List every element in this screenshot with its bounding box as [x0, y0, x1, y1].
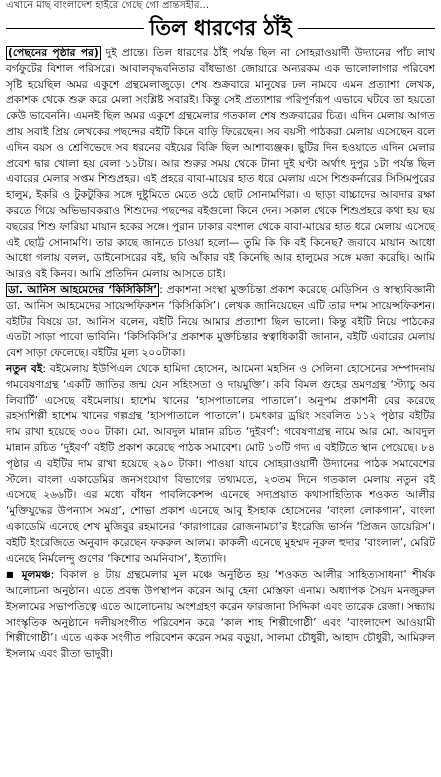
- paragraph-opening: [6, 46, 435, 283]
- section-body-main-stage: : বিকাল ৪ টায় গ্রন্থমেলার মূল মঞ্চে অনুষ্ঠিত হয় ‘শওকত আলীর সাহিত্যসাধনা’ শীর্ষক আলোচনা অনুষ্ঠান। এতে প্রবন্ধ উপস্থাপন করেন আবু হেনা মোস্তফা এনাম। অধ্যাপক সৈয়দ মনজুরুল ইসলামের সভাপতিত্বে এতে আলোচনায় অংশগ্রহণ করেন ফারজানা সিদ্দিকা এবং তারেক রেজা। সন্ধ্যায় সাংস্কৃতিক অনুষ্ঠানে দলীয়সংগীত পরিবেশন করে ‘কাল শাহ শিল্পীগোষ্ঠী’ এবং ‘বাংলাদেশ আওয়ামী শিল্পীগোষ্ঠী’। এতে একক সংগীত পরিবেশন করেন সমর বড়ুয়া, সালমা চৌধুরী, আহাদ চৌধুরী, আমিরুল ইসলাম এবং রীতা ভাদুরী।: [6, 569, 435, 661]
- paragraph-opening-text: দুই প্রান্তে। তিল ধারণের ঠাঁই পর্যন্ত ছিল না সোহরাওয়ার্দী উদ্যানের পাঁচ লাখ বর্গফুটের বিশাল পরিসরে। আবালবৃদ্ধবনিতার বাঁধভাঙা জোয়ারে অন্যরকম এক ভালোলাগার পরিবেশ সৃষ্টি হয়েছিল অমর একুশে গ্রন্থমেলাজুড়ে। শেষ শুক্রবারে মানুষের ঢল নামবে এমন প্রত্যাশা লেখক, প্রকাশক থেকে শুরু করে মেলা সংশ্লিষ্ট সবারই। কিন্তু সেই প্রত্যাশার পরিপূর্ণরূপ এভাবে ঘটবে তা হয়তো কেউ ভাবেননি। এমনই ছিল অমর একুশে গ্রন্থমেলার গতকাল শেষ শুক্রবারের চিত্র। এদিন মেলায় আগত প্রায় সবাই প্রিয় লেখকের পছন্দের বইটি কিনে বাড়ি ফিরেছেন। সব বয়সী পাঠকরা মেলায় এসেছেন বলে এদিন বয়স ও শ্রেণিভেদে সব ধরনের বইয়ের বিক্রি ছিল আশাব্যঞ্জক। ছুটির দিন হওয়াতে এদিন মেলার প্রবেশ দ্বার খোলা হয় বেলা ১১টায়। আর শুরুর সময় থেকে টানা দুই ঘণ্টা অর্থাৎ দুপুর ১টা পর্যন্ত ছিল এবারের মেলার সপ্তম শিশুপ্রহর। এই প্রহরে বাবা-মায়ের হাত ধরে মেলায় এসে শিশুকর্নারের সিসিমপুরের হালুম, ইকরি ও টুকটুকির সঙ্গে দুষ্টুমিতে মেতে ওঠে ছোট সোনামণিরা। এ ছাড়া বাচ্চাদের আবদার রক্ষা করতে গিয়ে অভিভাবকরাও শিশুদের পছন্দের বইগুলো কিনে দেন। সকাল থেকে শিশুপ্রহরে কথা হয় ছয় বছরের শিশু ফারিয়া মায়ান হকের সঙ্গে। পুরান ঢাকার বংশাল থেকে বাবা-মায়ের হাত ধরে মেলায় এসেছে এই ছোট্ট সোনামণি। তার কাছে জানতে চাওয়া হলো— তুমি কি কি বই কিনেছ? জবাবে মায়ান আধো আধো গলায় বলল, ডাইনোসরের বই, ছবি আঁকার বই কিনেছি আর হালুমের সঙ্গে মজা করেছি। আমি আরও বই কিনব। আমি প্রতিদিন মেলায় আসতে চাই।: [6, 47, 435, 281]
- paragraph-main-stage: [6, 567, 435, 663]
- paragraph-kisikisi: [6, 283, 435, 362]
- bullet-icon: ■: [6, 570, 16, 580]
- section-body-new-books: : বইমেলায় ইউপিএল থেকে হামিদা হোসেন, আমেনা মহসিন ও সেলিনা হোসেনের সম্পাদনায় গমবেষণাগ্রন্থ ‘একটি জাতির জন্ম যেন সহিংসতা ও দায়মুক্তি’। কবি বিমল গুহের ভ্রমণগ্রন্থ ‘স্ট্যাচু অব লিবার্টি’ এসেছে বইমেলায়। হাশেম খানের ‘হাসপাতালের পাতালে’। অনুপম প্রকাশনী বের করেছে রহস্যশিল্পী হাশেম খানের গল্পগ্রন্থ ‘হাসপাতালে পাতালে’। চমৎকার ড্রয়িং সংবলিত ১১২ পৃষ্ঠার বইটির দাম রাখা হয়েছে ৩০০ টাকা। মো. আবদুল মান্নান রচিত ‘দুইবর্ণ’: গবেষণাগ্রন্থ নামে আর মো. আবদুল মান্নান রচিত ‘দুইবর্ণ’ বইটি প্রকাশ করেছে পাঠক সমাবেশ। মোট ১৩টি গদ্য এ বইটিতে স্থান পেয়েছে। ৮৪ পৃষ্ঠার এ বইটির দাম রাখা হয়েছে ২৯০ টাকা। পাওয়া যাবে সোহরাওয়ার্দী উদ্যানের পাঠক সমাবেশের স্টলে। বাংলা একাডেমির জনসংযোগ বিভাগের তথ্যমতে, ২৩তম দিনে গতকাল মেলায় নতুন বই এসেছে ২৬৬টি। এর মধ্যে বাঁধন পাবলিকেশন্স এনেছে সদ্যপ্রয়াত কথাসাহিত্যিক শওকত আলীর ‘মুক্তিযুদ্ধের উপন্যাস সমগ্র’, শোভা প্রকাশ এনেছে আবু ইসহাক হোসেনের ‘বাংলা লোকগান’, বাংলা একাডেমি এনেছে শেখ মুজিবুর রহমানের ‘কারাগারের রোজনামচা’র ইংরেজি ভার্সন ‘প্রিজন ডায়েরিস’। বইটি ইংরেজিতে অনুবাদ করেছেন ফকরুল আলম। কাকলী এনেছে মুহম্মদ নূরুল হুদার ‘বাংলাল’, মেরিট এনেছে নির্মলেন্দু গুণের ‘কিশোর অমনিবাস’, ইত্যাদি।: [6, 362, 435, 565]
- headline-area: [0, 14, 441, 44]
- article-body: [0, 44, 441, 663]
- headline: তিল ধারণের ঠাঁই: [143, 14, 297, 42]
- section-head-kisikisi: ডা. আনিস আহমেদের ‘কিসিকিসি’: [8, 283, 158, 296]
- section-head-new-books: নতুন বই: [6, 362, 43, 375]
- paragraph-new-books: [6, 362, 435, 567]
- section-body-kisikisi: : প্রকাশনা সংস্থা মুক্তচিন্তা প্রকাশ করেছে মেডিসিন ও স্বাস্থ্যবিজ্ঞানী ডা. আনিস আহমেদের সায়েন্সফিকশন ‘কিসিকিসি’। লেখক জানিয়েছেন এটি তার দশম সায়েন্সফিকশন। বইটির বিষয়ে ডা. আনিস বলেন, বইটি নিয়ে আমার প্রত্যাশা ছিল ভালো। কিন্তু বইটি নিয়ে পাঠকের এতটা সাড়া পাবো ভাবিনি। ‘কিসিকিসি’র প্রকাশক মুক্তচিন্তার স্বত্বাধিকারী জানান, বইটি এবারের মেলায় বেশ সাড়া ফেলেছে। বইটির মূল্য ২০০টাকা।: [6, 283, 435, 360]
- previous-article-fragment: এখানে মাছ বাংলাদেশ হাইরে গেছে গো প্রান্তসহীর...: [6, 0, 210, 11]
- continued-from-label: (পেছনের পৃষ্ঠার পর): [8, 47, 99, 59]
- section-head-main-stage: মূলমঞ্চ: [21, 569, 51, 582]
